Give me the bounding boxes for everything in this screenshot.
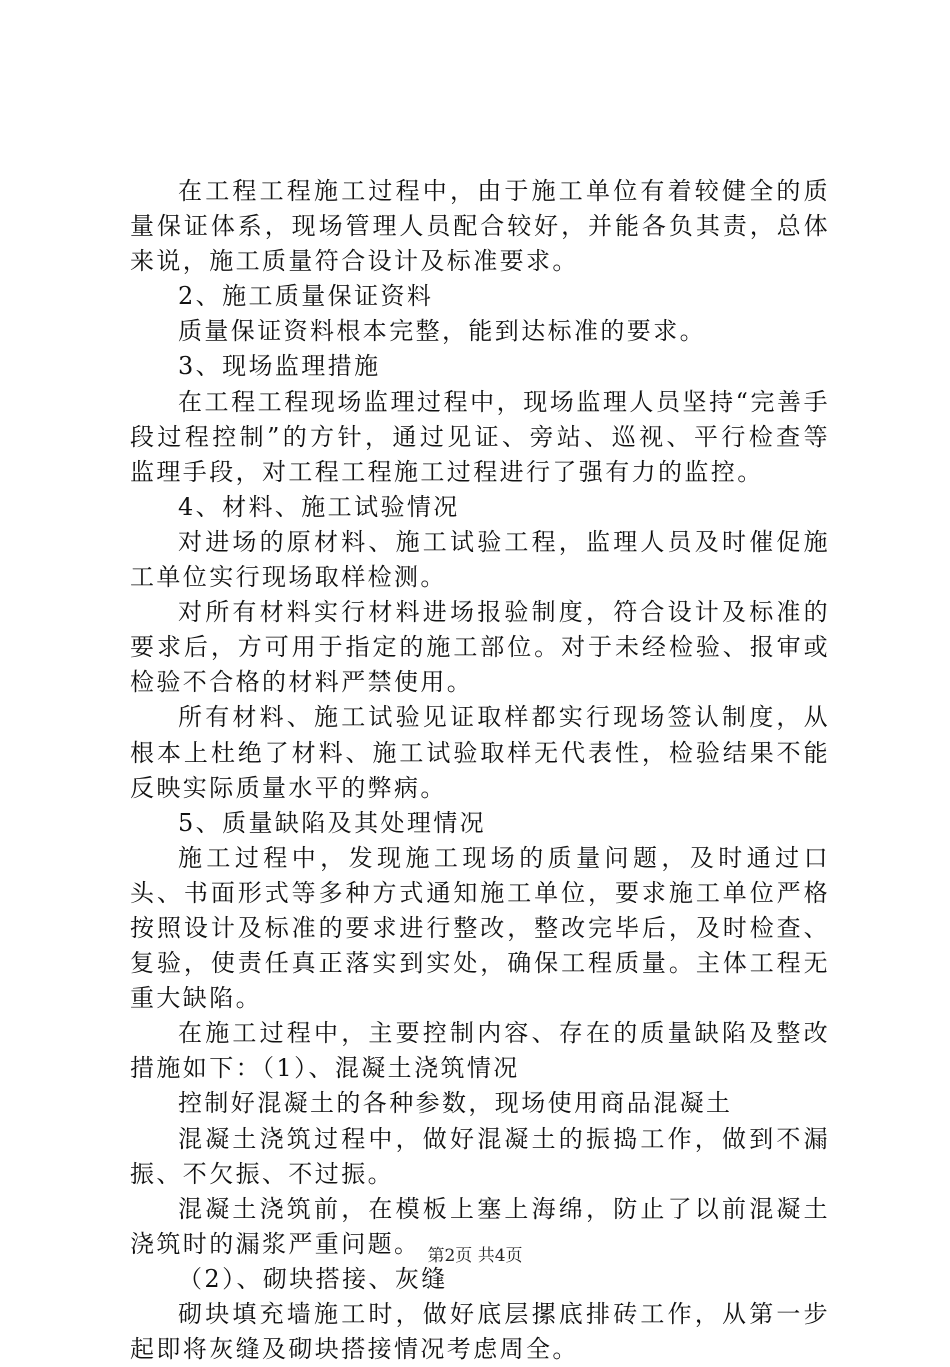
paragraph-defects-handling: 施工过程中，发现施工现场的质量问题，及时通过口头、书面形式等多种方式通知施工单位，要求施工单位严格按照设计及标准的要求进行整改，整改完毕后，及时检查、复验，使责任真正落实到实处，确保工程质量。主体工程无重大缺陷。 (130, 843, 830, 1013)
paragraph-concrete-formwork: 混凝土浇筑前，在模板上塞上海绵，防止了以前混凝土浇筑时的漏浆严重问题。 (130, 1194, 830, 1258)
page-number-footer: 第2页 共4页 (427, 1246, 523, 1266)
paragraph-witness-sampling: 所有材料、施工试验见证取样都实行现场签认制度，从根本上杜绝了材料、施工试验取样无代表性，检验结果不能反映实际质量水平的弊病。 (130, 703, 830, 802)
heading-site-supervision: 3、现场监理措施 (178, 352, 381, 381)
heading-quality-documents: 2、施工质量保证资料 (178, 282, 434, 311)
heading-defects-handling: 5、质量缺陷及其处理情况 (178, 808, 487, 837)
paragraph-concrete-vibration: 混凝土浇筑过程中，做好混凝土的振捣工作，做到不漏振、不欠振、不过振。 (130, 1124, 830, 1188)
body-text (130, 174, 830, 1367)
paragraph-concrete-parameters: 控制好混凝土的各种参数，现场使用商品混凝土 (178, 1089, 733, 1118)
heading-materials-testing: 4、材料、施工试验情况 (178, 492, 460, 521)
paragraph-materials-inspection: 对所有材料实行材料进场报验制度，符合设计及标准的要求后，方可用于指定的施工部位。对于未经检验、报审或检验不合格的材料严禁使用。 (130, 598, 830, 697)
paragraph-quality-documents: 质量保证资料根本完整，能到达标准的要求。 (178, 317, 706, 346)
heading-block-joints: （2）、砌块搭接、灰缝 (178, 1264, 448, 1293)
paragraph-materials-sampling: 对进场的原材料、施工试验工程，监理人员及时催促施工单位实行现场取样检测。 (130, 527, 830, 592)
paragraph-block-masonry: 砌块填充墙施工时，做好底层摞底排砖工作，从第一步起即将灰缝及砌块搭接情况考虑周全。 (130, 1300, 830, 1364)
paragraph-site-supervision: 在工程工程现场监理过程中，现场监理人员坚持“完善手段过程控制”的方针，通过见证、旁站、巡视、平行检查等监理手段，对工程工程施工过程进行了强有力的监控。 (130, 387, 830, 486)
paragraph-control-items: 在施工过程中，主要控制内容、存在的质量缺陷及整改措施如下：（1）、混凝土浇筑情况 (130, 1019, 830, 1083)
paragraph-quality-summary: 在工程工程施工过程中，由于施工单位有着较健全的质量保证体系，现场管理人员配合较好，并能各负其责，总体来说，施工质量符合设计及标准要求。 (130, 177, 830, 276)
